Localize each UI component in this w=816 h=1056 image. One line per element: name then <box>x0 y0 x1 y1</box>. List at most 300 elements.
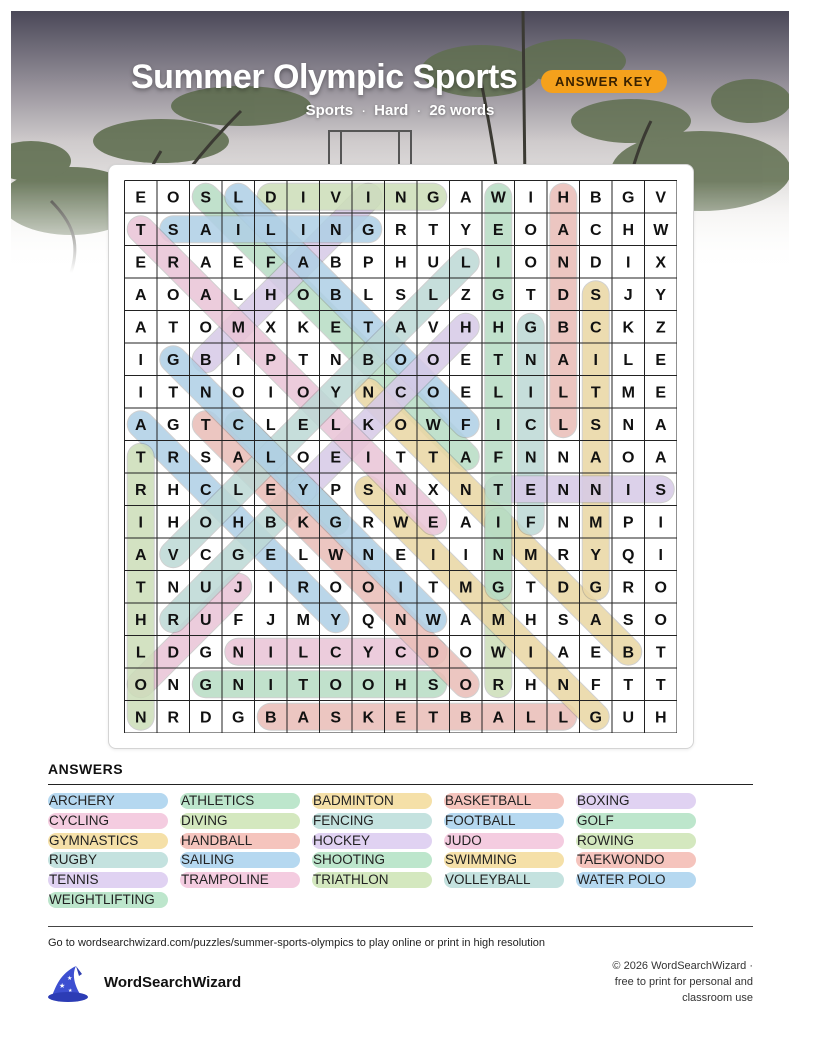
grid-letter: I <box>301 189 306 207</box>
grid-letter: F <box>525 514 536 532</box>
grid-letter: A <box>297 254 310 272</box>
grid-letter: L <box>525 709 536 727</box>
grid-letter: X <box>265 319 277 337</box>
wizard-hat-icon <box>46 962 92 1004</box>
grid-letter: A <box>654 449 667 467</box>
grid-letter: W <box>490 644 506 662</box>
grid-letter: I <box>138 514 143 532</box>
grid-letter: F <box>265 254 276 272</box>
grid-letter: N <box>557 514 570 532</box>
grid-letter: L <box>623 351 634 369</box>
grid-letter: I <box>138 351 143 369</box>
grid-letter: X <box>655 254 667 272</box>
answer-word: TENNIS <box>48 872 168 888</box>
grid-letter: H <box>264 286 277 304</box>
grid-letter: M <box>231 319 245 337</box>
grid-letter: T <box>493 481 504 499</box>
grid-letter: E <box>265 481 277 499</box>
grid-letter: A <box>459 449 472 467</box>
answer-word: SWIMMING <box>444 852 564 868</box>
grid-letter: L <box>265 449 276 467</box>
grid-letter: B <box>264 709 277 727</box>
answer-word: GOLF <box>576 813 696 829</box>
grid-letter: P <box>265 351 277 369</box>
grid-letter: O <box>427 384 440 402</box>
grid-letter: Y <box>330 384 342 402</box>
grid-letter: Q <box>362 611 375 629</box>
grid-letter: T <box>655 644 666 662</box>
grid-letter: I <box>268 676 273 694</box>
grid-letter: N <box>167 676 180 694</box>
grid-letter: I <box>268 384 273 402</box>
grid-letter: I <box>366 449 371 467</box>
grid-letter: L <box>493 384 504 402</box>
brand-name: WordSearchWizard <box>104 974 242 991</box>
grid-letter: C <box>589 221 602 239</box>
grid-letter: F <box>493 449 504 467</box>
grid-letter: V <box>655 189 667 207</box>
grid-letter: J <box>266 611 276 629</box>
grid-letter: G <box>622 189 635 207</box>
grid-letter: A <box>394 319 407 337</box>
grid-letter: U <box>199 611 212 629</box>
grid-letter: L <box>363 286 374 304</box>
separator: · <box>361 102 367 119</box>
grid-letter: M <box>296 611 310 629</box>
grid-letter: B <box>622 644 635 662</box>
word-count-label: 26 words <box>429 102 495 119</box>
grid-letter: N <box>394 189 407 207</box>
divider <box>48 784 753 785</box>
grid-letter: L <box>558 384 569 402</box>
grid-letter: C <box>329 644 342 662</box>
grid-letter: W <box>490 189 506 207</box>
grid-letter: T <box>428 579 439 597</box>
grid-letter: I <box>398 579 403 597</box>
grid-letter: L <box>265 221 276 239</box>
answer-word: HOCKEY <box>312 833 432 849</box>
grid-letter: N <box>329 221 342 239</box>
word-grid <box>124 180 677 733</box>
svg-text:★: ★ <box>67 975 73 982</box>
grid-letter: H <box>394 676 407 694</box>
grid-letter: G <box>492 286 505 304</box>
grid-letter: N <box>167 579 180 597</box>
grid-letter: R <box>134 481 147 499</box>
grid-letter: Y <box>362 644 374 662</box>
grid-letter: K <box>622 319 635 337</box>
divider <box>48 926 753 927</box>
grid-letter: S <box>362 481 374 499</box>
grid-letter: B <box>557 319 570 337</box>
grid-letter: M <box>491 611 505 629</box>
grid-letter: H <box>167 514 180 532</box>
grid-letter: M <box>589 514 603 532</box>
grid-letter: E <box>330 449 342 467</box>
grid-letter: B <box>329 254 342 272</box>
grid-letter: E <box>655 384 667 402</box>
grid-letter: E <box>330 319 342 337</box>
grid-letter: R <box>622 579 635 597</box>
grid-letter: C <box>394 644 407 662</box>
grid-letter: Y <box>297 481 309 499</box>
grid-letter: D <box>199 709 212 727</box>
grid-letter: R <box>492 676 505 694</box>
grid-letter: K <box>297 319 310 337</box>
grid-letter: Y <box>590 546 602 564</box>
grid-letter: E <box>135 189 147 207</box>
grid-letter: E <box>265 546 277 564</box>
grid-letter: B <box>459 709 472 727</box>
grid-letter: M <box>524 546 538 564</box>
svg-text:★: ★ <box>59 982 66 990</box>
grid-letter: T <box>395 449 406 467</box>
grid-letter: I <box>138 384 143 402</box>
grid-letter: A <box>199 286 212 304</box>
grid-letter: E <box>297 416 309 434</box>
grid-letter: B <box>362 351 375 369</box>
grid-letter: N <box>524 449 537 467</box>
grid-letter: O <box>622 449 635 467</box>
grid-letter: C <box>199 481 212 499</box>
answer-word: FENCING <box>312 813 432 829</box>
grid-letter: N <box>622 416 635 434</box>
grid-letter: O <box>297 286 310 304</box>
grid-letter: I <box>658 514 663 532</box>
grid-letter: I <box>496 416 501 434</box>
grid-letter: I <box>496 514 501 532</box>
grid-letter: E <box>395 709 407 727</box>
grid-letter: O <box>394 416 407 434</box>
grid-letter: N <box>557 481 570 499</box>
answer-word: TRIATHLON <box>312 872 432 888</box>
grid-letter: L <box>233 286 244 304</box>
grid-letter: N <box>557 449 570 467</box>
grid-letter: I <box>496 254 501 272</box>
grid-letter: G <box>167 351 180 369</box>
answer-word: HANDBALL <box>180 833 300 849</box>
svg-text:★: ★ <box>68 988 73 994</box>
grid-letter: B <box>264 514 277 532</box>
grid-letter: A <box>654 416 667 434</box>
answers-title: ANSWERS <box>48 761 124 777</box>
grid-letter: J <box>623 286 633 304</box>
grid-letter: O <box>297 384 310 402</box>
grid-letter: A <box>557 644 570 662</box>
grid-letter: S <box>330 709 342 727</box>
grid-letter: I <box>301 221 306 239</box>
answer-word: WATER POLO <box>576 872 696 888</box>
grid-letter: Y <box>460 221 472 239</box>
answer-word: SHOOTING <box>312 852 432 868</box>
copyright-line: classroom use <box>682 992 753 1004</box>
grid-letter: H <box>524 611 537 629</box>
grid-letter: D <box>557 286 570 304</box>
grid-letter: I <box>626 481 631 499</box>
grid-letter: A <box>459 611 472 629</box>
grid-letter: D <box>589 254 602 272</box>
grid-letter: I <box>528 189 533 207</box>
grid-letter: N <box>199 384 212 402</box>
grid-letter: C <box>232 416 245 434</box>
grid-letter: I <box>528 384 533 402</box>
grid-letter: U <box>622 709 635 727</box>
grid-letter: E <box>232 254 244 272</box>
grid-letter: I <box>626 254 631 272</box>
grid-letter: Q <box>622 546 635 564</box>
grid-letter: D <box>264 189 277 207</box>
grid-letter: S <box>395 286 407 304</box>
grid-letter: O <box>167 286 180 304</box>
grid-letter: T <box>200 416 211 434</box>
grid-letter: T <box>135 221 146 239</box>
grid-letter: R <box>394 221 407 239</box>
grid-letter: I <box>431 546 436 564</box>
grid-letter: I <box>593 351 598 369</box>
grid-letter: A <box>199 221 212 239</box>
answer-word: ATHLETICS <box>180 793 300 809</box>
grid-letter: R <box>297 579 310 597</box>
grid-letter: L <box>298 546 309 564</box>
answer-word: ARCHERY <box>48 793 168 809</box>
answer-word: RUGBY <box>48 852 168 868</box>
grid-letter: L <box>428 286 439 304</box>
grid-letter: R <box>167 611 180 629</box>
grid-letter: H <box>654 709 667 727</box>
grid-letter: O <box>459 644 472 662</box>
grid-letter: G <box>167 416 180 434</box>
grid-letter: A <box>134 416 147 434</box>
grid-letter: O <box>297 449 310 467</box>
puzzle-meta <box>0 102 800 119</box>
separator: · <box>416 102 422 119</box>
grid-letter: O <box>524 254 537 272</box>
grid-letter: A <box>557 351 570 369</box>
grid-letter: Z <box>655 319 666 337</box>
grid-letter: O <box>394 351 407 369</box>
grid-letter: E <box>655 351 667 369</box>
grid-letter: S <box>622 611 634 629</box>
grid-letter: X <box>427 481 439 499</box>
grid-letter: T <box>363 319 374 337</box>
grid-letter: T <box>428 709 439 727</box>
answer-word: DIVING <box>180 813 300 829</box>
letter-layer <box>135 189 670 726</box>
grid-letter: U <box>199 579 212 597</box>
grid-letter: K <box>297 514 310 532</box>
answer-word: BADMINTON <box>312 793 432 809</box>
grid-letter: G <box>589 709 602 727</box>
grid-letter: T <box>428 449 439 467</box>
grid-letter: C <box>589 319 602 337</box>
copyright-line: © 2026 WordSearchWizard · <box>612 960 753 972</box>
grid-letter: L <box>233 481 244 499</box>
grid-letter: S <box>200 189 212 207</box>
grid-letter: G <box>427 189 440 207</box>
grid-letter: T <box>655 676 666 694</box>
grid-letter: O <box>167 189 180 207</box>
grid-letter: D <box>427 644 440 662</box>
grid-letter: O <box>427 351 440 369</box>
grid-letter: T <box>623 676 634 694</box>
answer-word: VOLLEYBALL <box>444 872 564 888</box>
grid-letter: L <box>135 644 146 662</box>
grid-letter: G <box>232 546 245 564</box>
grid-letter: H <box>167 481 180 499</box>
grid-letter: S <box>200 449 212 467</box>
answer-word: TRAMPOLINE <box>180 872 300 888</box>
grid-letter: I <box>366 189 371 207</box>
grid-letter: N <box>557 254 570 272</box>
grid-letter: L <box>330 416 341 434</box>
page-title: Summer Olympic Sports <box>131 58 518 96</box>
grid-letter: W <box>425 416 441 434</box>
grid-letter: U <box>427 254 440 272</box>
grid-letter: D <box>167 644 180 662</box>
grid-letter: K <box>362 709 375 727</box>
grid-letter: N <box>394 611 407 629</box>
grid-letter: I <box>463 546 468 564</box>
grid-letter: O <box>232 384 245 402</box>
grid-letter: Y <box>655 286 667 304</box>
grid-letter: P <box>362 254 374 272</box>
grid-letter: P <box>330 481 342 499</box>
grid-letter: O <box>524 221 537 239</box>
grid-letter: A <box>557 221 570 239</box>
grid-letter: E <box>525 481 537 499</box>
grid-letter: C <box>394 384 407 402</box>
grid-letter: T <box>168 319 179 337</box>
grid-letter: T <box>135 579 146 597</box>
grid-letter: M <box>621 384 635 402</box>
answer-word: BASKETBALL <box>444 793 564 809</box>
grid-letter: O <box>654 579 667 597</box>
grid-letter: A <box>134 319 147 337</box>
answer-word: BOXING <box>576 793 696 809</box>
grid-letter: C <box>524 416 537 434</box>
grid-letter: S <box>590 416 602 434</box>
grid-letter: I <box>268 644 273 662</box>
grid-letter: E <box>460 384 472 402</box>
grid-letter: H <box>394 254 407 272</box>
grid-letter: L <box>460 254 471 272</box>
answer-word: FOOTBALL <box>444 813 564 829</box>
answer-word: SAILING <box>180 852 300 868</box>
grid-letter: S <box>167 221 179 239</box>
grid-letter: N <box>524 351 537 369</box>
grid-letter: E <box>590 644 602 662</box>
grid-letter: S <box>655 481 667 499</box>
grid-letter: T <box>493 351 504 369</box>
grid-letter: H <box>232 514 245 532</box>
grid-letter: A <box>459 189 472 207</box>
grid-letter: G <box>362 221 375 239</box>
grid-letter: I <box>236 221 241 239</box>
grid-letter: G <box>199 676 212 694</box>
grid-letter: R <box>557 546 570 564</box>
answer-word: TAEKWONDO <box>576 852 696 868</box>
grid-letter: W <box>425 611 441 629</box>
grid-letter: H <box>134 611 147 629</box>
grid-letter: O <box>199 514 212 532</box>
grid-letter: Y <box>330 611 342 629</box>
grid-letter: A <box>199 254 212 272</box>
grid-letter: N <box>589 481 602 499</box>
grid-letter: R <box>362 514 375 532</box>
grid-letter: S <box>590 286 602 304</box>
grid-letter: I <box>658 546 663 564</box>
grid-letter: F <box>460 416 471 434</box>
grid-letter: M <box>459 579 473 597</box>
grid-letter: I <box>528 644 533 662</box>
answer-word: GYMNASTICS <box>48 833 168 849</box>
grid-letter: E <box>395 546 407 564</box>
grid-letter: N <box>362 546 375 564</box>
grid-letter: D <box>557 579 570 597</box>
grid-letter: O <box>459 676 472 694</box>
grid-letter: F <box>233 611 244 629</box>
grid-letter: A <box>134 546 147 564</box>
grid-letter: A <box>589 449 602 467</box>
grid-letter: W <box>328 546 344 564</box>
grid-letter: N <box>134 709 147 727</box>
grid-letter: E <box>427 514 439 532</box>
grid-letter: I <box>236 351 241 369</box>
grid-letter: O <box>134 676 147 694</box>
grid-letter: S <box>427 676 439 694</box>
grid-letter: O <box>654 611 667 629</box>
grid-letter: V <box>167 546 179 564</box>
grid-letter: Z <box>460 286 471 304</box>
grid-letter: A <box>232 449 245 467</box>
grid-letter: N <box>492 546 505 564</box>
answer-word: ROWING <box>576 833 696 849</box>
answer-word: JUDO <box>444 833 564 849</box>
grid-letter: G <box>199 644 212 662</box>
grid-letter: H <box>622 221 635 239</box>
grid-letter: P <box>622 514 634 532</box>
grid-letter: O <box>329 676 342 694</box>
answer-key-badge: ANSWER KEY <box>541 70 667 93</box>
grid-letter: F <box>590 676 601 694</box>
grid-letter: I <box>268 579 273 597</box>
grid-letter: T <box>135 449 146 467</box>
grid-letter: L <box>233 189 244 207</box>
grid-letter: R <box>167 709 180 727</box>
grid-letter: W <box>393 514 409 532</box>
grid-letter: K <box>362 416 375 434</box>
grid-letter: G <box>232 709 245 727</box>
grid-letter: B <box>199 351 212 369</box>
grid-letter: T <box>590 384 601 402</box>
grid-letter: L <box>558 709 569 727</box>
grid-letter: E <box>135 254 147 272</box>
grid-letter: N <box>557 676 570 694</box>
grid-letter: O <box>329 579 342 597</box>
grid-letter: H <box>459 319 472 337</box>
grid-letter: E <box>492 221 504 239</box>
grid-letter: L <box>298 644 309 662</box>
grid-letter: T <box>525 286 536 304</box>
grid-letter: O <box>199 319 212 337</box>
footer-url-text: Go to wordsearchwizard.com/puzzles/summer-sports-olympics to play online or print in high resolution <box>48 937 546 949</box>
grid-letter: N <box>459 481 472 499</box>
grid-letter: T <box>298 676 309 694</box>
grid-letter: S <box>557 611 569 629</box>
grid-letter: C <box>199 546 212 564</box>
grid-letter: A <box>134 286 147 304</box>
grid-letter: T <box>428 221 439 239</box>
